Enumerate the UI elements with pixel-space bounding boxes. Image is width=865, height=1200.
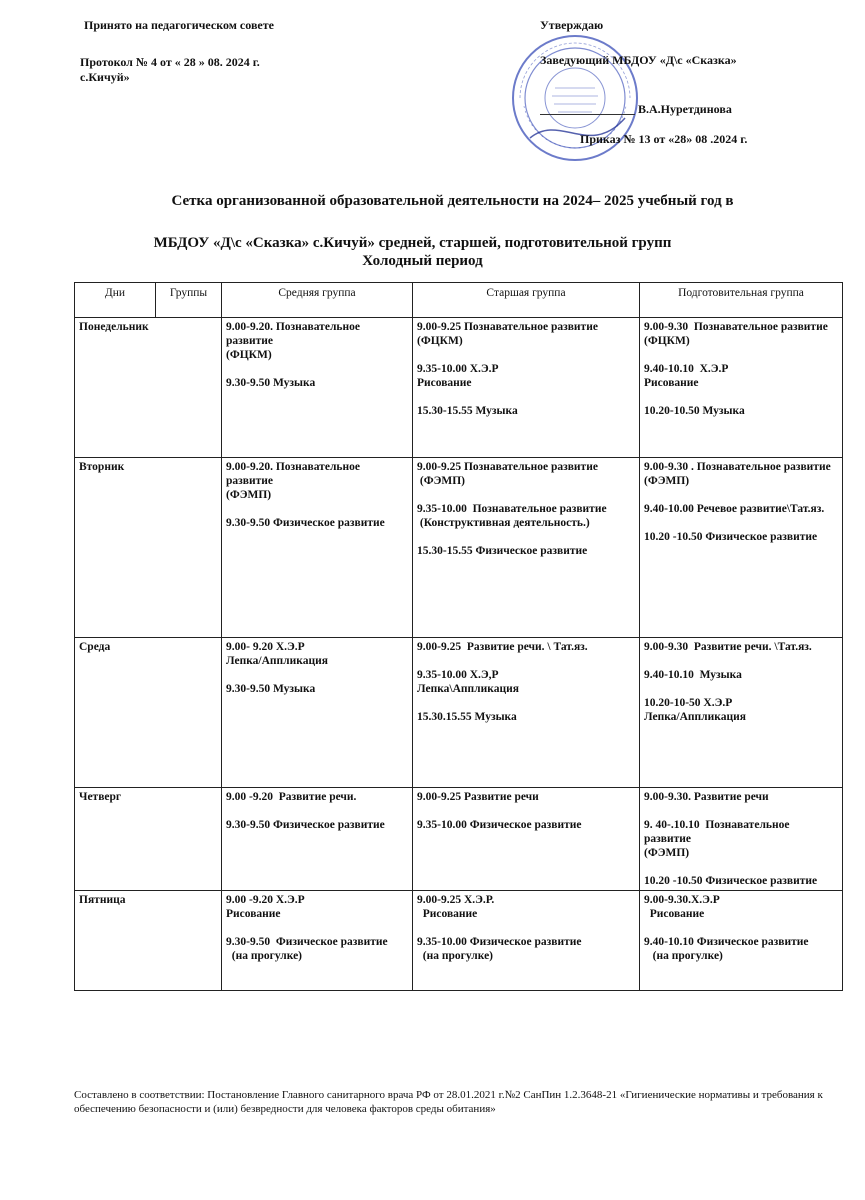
- activity-line: (ФЭМП): [417, 475, 466, 487]
- activity-line: 9.00-9.25 Х.Э.Р.: [417, 894, 495, 906]
- activity-line: Рисование: [644, 377, 699, 389]
- activity-line: 9.00-9.25 Познавательное развитие: [417, 461, 598, 473]
- activity-line: [417, 654, 635, 668]
- activity-line: Лепка/Аппликация: [226, 655, 328, 667]
- footer-note: Составлено в соответствии: Постановление Главного санитарного врача РФ от 28.01.2021 г.№2 СанПин 1.2.3648-21 «Гигиенические нормативы и требования к обеспечению безопасности и (или) безвредности для человека факторов среды обитания»: [74, 1089, 823, 1115]
- schedule-cell-prep: [640, 458, 843, 638]
- activity-line: 9.30-9.50 Музыка: [226, 377, 316, 389]
- schedule-cell-prep: [640, 891, 843, 991]
- activity-line: 9.00 -9.20 Развитие речи.: [226, 791, 357, 803]
- activity-line: 9.00-9.20. Познавательное развитие: [226, 461, 363, 487]
- activity-line: 10.20 -10.50 Физическое развитие: [644, 531, 818, 543]
- activity-line: [417, 348, 635, 362]
- table-row: [75, 891, 843, 991]
- activity-line: 9.00-9.25 Развитие речи. \ Тат.яз.: [417, 641, 588, 653]
- document-title-line3: Холодный период: [362, 253, 483, 269]
- activity-line: [417, 530, 635, 544]
- activity-line: 9. 40-.10.10 Познавательное развитие: [644, 819, 793, 845]
- schedule-table: [74, 282, 843, 991]
- activity-line: [644, 860, 838, 874]
- activity-line: [644, 348, 838, 362]
- activity-line: 9.00-9.30.Х.Э.Р: [644, 894, 720, 906]
- day-cell: Понедельник: [75, 318, 222, 458]
- day-cell: Вторник: [75, 458, 222, 638]
- activity-line: 9.30-9.50 Музыка: [226, 683, 316, 695]
- activity-line: 15.30-15.55 Физическое развитие: [417, 545, 588, 557]
- activity-line: 9.30-9.50 Физическое развитие: [226, 517, 385, 529]
- table-header-row: [75, 283, 843, 318]
- col-header-senior: Старшая группа: [413, 283, 640, 318]
- schedule-cell-prep: [640, 638, 843, 788]
- activity-line: Лепка\Аппликация: [417, 683, 519, 695]
- village-label: с.Кичуй»: [80, 70, 130, 84]
- schedule-cell-middle: [222, 458, 413, 638]
- activity-line: 9.00-9.30 Познавательное развитие: [644, 321, 828, 333]
- activity-line: 9.30-9.50 Физическое развитие: [226, 819, 385, 831]
- schedule-cell-middle: [222, 318, 413, 458]
- activity-line: (ФЭМП): [644, 475, 690, 487]
- activity-line: 9.00 -9.20 Х.Э.Р: [226, 894, 305, 906]
- activity-line: [644, 654, 838, 668]
- activity-line: 10.20-10.50 Музыка: [644, 405, 745, 417]
- activity-line: Рисование: [644, 908, 705, 920]
- activity-line: [644, 390, 838, 404]
- col-header-days: Дни: [75, 283, 156, 318]
- activity-line: Рисование: [226, 908, 281, 920]
- activity-line: 9.00-9.30. Развитие речи: [644, 791, 769, 803]
- activity-line: (на прогулке): [644, 950, 723, 962]
- activity-line: 9.00-9.20. Познавательное развитие: [226, 321, 363, 347]
- activity-line: 9.40-10.10 Музыка: [644, 669, 742, 681]
- day-cell: Пятница: [75, 891, 222, 991]
- day-cell: Среда: [75, 638, 222, 788]
- activity-line: 9.35-10.00 Познавательное развитие: [417, 503, 607, 515]
- activity-line: 9.35-10.00 Х.Э,Р: [417, 669, 499, 681]
- col-header-middle: Средняя группа: [222, 283, 413, 318]
- activity-line: [417, 921, 635, 935]
- schedule-cell-middle: [222, 638, 413, 788]
- schedule-cell-middle: [222, 788, 413, 891]
- activity-line: 9.00-9.25 Развитие речи: [417, 791, 539, 803]
- activity-line: 9.40-10.10 Х.Э.Р: [644, 363, 729, 375]
- activity-line: [226, 502, 408, 516]
- activity-line: [644, 804, 838, 818]
- activity-line: [417, 390, 635, 404]
- accepted-label: Принято на педагогическом совете: [84, 18, 274, 32]
- head-label: Заведующий МБДОУ «Д\с «Сказка»: [540, 53, 737, 67]
- activity-line: [644, 921, 838, 935]
- activity-line: [226, 362, 408, 376]
- schedule-cell-middle: [222, 891, 413, 991]
- activity-line: (Конструктивная деятельность.): [417, 517, 590, 529]
- col-header-groups: Группы: [156, 283, 222, 318]
- activity-line: [226, 921, 408, 935]
- signature-line: [540, 114, 635, 115]
- order-label: Приказ № 13 от «28» 08 .2024 г.: [580, 132, 748, 146]
- activity-line: [226, 668, 408, 682]
- activity-line: 9.00-9.25 Познавательное развитие: [417, 321, 598, 333]
- col-header-prep: Подготовительная группа: [640, 283, 843, 318]
- schedule-cell-prep: [640, 318, 843, 458]
- activity-line: 9.00-9.30 Развитие речи. \Тат.яз.: [644, 641, 812, 653]
- approve-label: Утверждаю: [540, 18, 604, 32]
- table-row: [75, 788, 843, 891]
- activity-line: 9.35-10.00 Х.Э.Р: [417, 363, 499, 375]
- activity-line: [644, 516, 838, 530]
- activity-line: [417, 488, 635, 502]
- activity-line: 15.30.15.55 Музыка: [417, 711, 517, 723]
- activity-line: 9.00-9.30 . Познавательное развитие: [644, 461, 831, 473]
- protocol-label: Протокол № 4 от « 28 » 08. 2024 г.: [80, 55, 260, 69]
- head-name: В.А.Нуретдинова: [638, 102, 732, 116]
- council-approval-block: [80, 18, 274, 85]
- activity-line: (на прогулке): [417, 950, 494, 962]
- activity-line: [644, 682, 838, 696]
- table-row: [75, 318, 843, 458]
- activity-line: [417, 696, 635, 710]
- day-cell: Четверг: [75, 788, 222, 891]
- activity-line: [417, 804, 635, 818]
- activity-line: (ФЦКМ): [417, 335, 463, 347]
- table-row: [75, 458, 843, 638]
- head-approval-block: [540, 18, 748, 146]
- activity-line: (на прогулке): [226, 950, 303, 962]
- activity-line: Лепка/Аппликация: [644, 711, 746, 723]
- activity-line: 10.20 -10.50 Физическое развитие: [644, 875, 818, 887]
- schedule-cell-senior: [413, 891, 640, 991]
- activity-line: 9.40-10.10 Физическое развитие: [644, 936, 809, 948]
- schedule-cell-senior: [413, 788, 640, 891]
- activity-line: (ФЦКМ): [226, 349, 272, 361]
- activity-line: [226, 804, 408, 818]
- activity-line: Рисование: [417, 377, 472, 389]
- document-title-line1: Сетка организованной образовательной деятельности на 2024– 2025 учебный год в: [171, 193, 734, 209]
- activity-line: 9.30-9.50 Физическое развитие: [226, 936, 388, 948]
- document-title-line2: МБДОУ «Д\с «Сказка» с.Кичуй» средней, старшей, подготовительной групп: [153, 235, 672, 251]
- activity-line: 9.35-10.00 Физическое развитие: [417, 936, 582, 948]
- schedule-cell-senior: [413, 318, 640, 458]
- schedule-cell-prep: [640, 788, 843, 891]
- activity-line: 15.30-15.55 Музыка: [417, 405, 518, 417]
- activity-line: 9.00- 9.20 Х.Э.Р: [226, 641, 305, 653]
- activity-line: Рисование: [417, 908, 478, 920]
- activity-line: (ФЦКМ): [644, 335, 690, 347]
- activity-line: [644, 488, 838, 502]
- activity-line: (ФЭМП): [226, 489, 272, 501]
- table-row: [75, 638, 843, 788]
- activity-line: 9.35-10.00 Физическое развитие: [417, 819, 582, 831]
- schedule-cell-senior: [413, 638, 640, 788]
- activity-line: 10.20-10-50 Х.Э.Р: [644, 697, 733, 709]
- activity-line: 9.40-10.00 Речевое развитие\Тат.яз.: [644, 503, 825, 515]
- activity-line: (ФЭМП): [644, 847, 690, 859]
- schedule-cell-senior: [413, 458, 640, 638]
